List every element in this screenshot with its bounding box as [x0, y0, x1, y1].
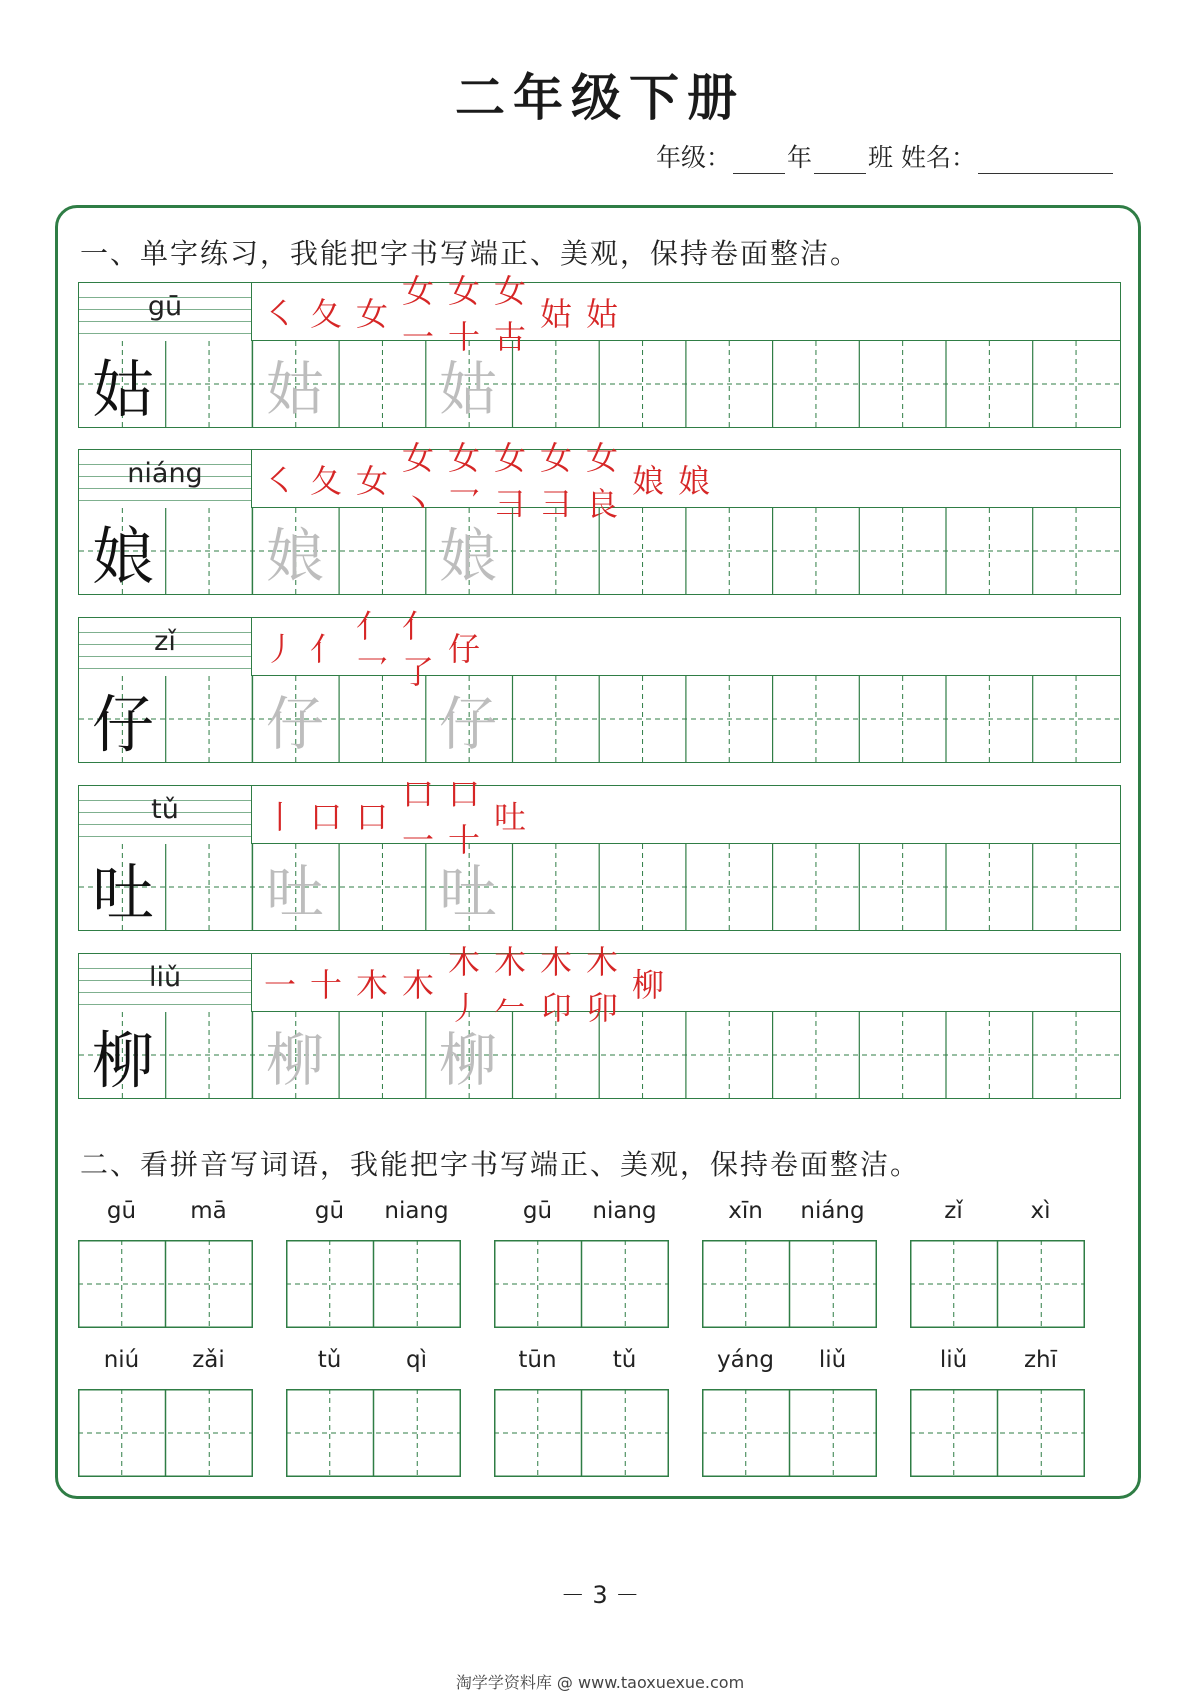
year-label: 年 — [786, 143, 812, 172]
stroke-step: 女十 — [448, 271, 481, 356]
stroke-step: 吐 — [494, 797, 527, 836]
stroke-step: 一 — [264, 965, 297, 1004]
word-pinyin: tǔ — [317, 1347, 342, 1373]
pinyin-label: zǐ — [154, 626, 176, 657]
writing-grid[interactable] — [79, 676, 1119, 762]
trace-character: 姑 — [438, 355, 497, 423]
stroke-step: 木𠂉 — [494, 942, 527, 1027]
practice-row — [78, 438, 1121, 595]
stroke-step: 姑 — [540, 294, 573, 333]
practice-row — [78, 606, 1121, 763]
word-pinyin: xì — [1030, 1198, 1051, 1224]
word-grid[interactable] — [494, 1389, 669, 1477]
stroke-step: 女一 — [402, 271, 435, 356]
word-pinyin: tǔ — [612, 1347, 637, 1373]
word-pinyin: niang — [592, 1198, 657, 1224]
word-box — [494, 1347, 669, 1477]
trace-character: 娘 — [438, 522, 497, 590]
word-box — [702, 1198, 877, 1328]
stroke-step: 丨 — [264, 797, 297, 836]
stroke-step: 姑 — [586, 294, 619, 333]
model-character: 姑 — [91, 352, 154, 426]
writing-grid[interactable] — [79, 1012, 1119, 1098]
trace-character: 吐 — [265, 858, 324, 926]
stroke-step: 木 — [402, 965, 435, 1004]
word-box — [78, 1198, 253, 1328]
word-grid[interactable] — [78, 1389, 253, 1477]
pinyin-label: liǔ — [148, 962, 182, 993]
page-number: － 3 － — [560, 1581, 640, 1609]
name-blank[interactable] — [978, 145, 1113, 174]
pinyin-label: gū — [147, 291, 183, 322]
word-box — [702, 1347, 877, 1477]
model-character: 仔 — [91, 687, 154, 761]
word-grid[interactable] — [702, 1389, 877, 1477]
class-label: 班 — [867, 143, 893, 172]
stroke-step: 木 — [356, 965, 389, 1004]
stroke-step: 亻了 — [402, 606, 435, 691]
word-box — [78, 1347, 253, 1477]
writing-grid[interactable] — [79, 844, 1119, 930]
stroke-step: 木卬 — [540, 942, 573, 1027]
word-pinyin: gū — [106, 1198, 137, 1224]
stroke-step: 夂 — [310, 294, 343, 333]
stroke-step: ㇛ — [264, 294, 297, 333]
stroke-order — [252, 606, 1120, 691]
stroke-step: 女古 — [494, 271, 527, 356]
stroke-step: 口 — [356, 797, 389, 836]
stroke-step: 娘 — [632, 461, 665, 500]
word-pinyin: liǔ — [939, 1347, 968, 1373]
word-grid[interactable] — [286, 1389, 461, 1477]
word-box — [910, 1198, 1085, 1328]
stroke-step: 女良 — [586, 438, 619, 523]
stroke-step: 亻 — [310, 629, 343, 668]
trace-character: 吐 — [438, 858, 497, 926]
word-pinyin: gū — [314, 1198, 345, 1224]
stroke-step: 口一 — [402, 774, 435, 859]
word-pinyin: zhī — [1023, 1347, 1058, 1373]
word-pinyin: mā — [190, 1198, 227, 1224]
section2-heading: 二、看拼音写词语，我能把字书写端正、美观，保持卷面整洁。 — [80, 1148, 921, 1181]
stroke-step: 女 — [356, 294, 389, 333]
word-pinyin: gū — [522, 1198, 553, 1224]
pinyin-cell — [79, 954, 252, 1012]
stroke-step: 口十 — [448, 774, 481, 859]
grade-blank[interactable] — [733, 145, 785, 174]
word-pinyin: qì — [406, 1347, 427, 1373]
pinyin-cell — [79, 283, 252, 341]
stroke-step: 亻乛 — [356, 606, 389, 691]
word-grid[interactable] — [286, 1240, 461, 1328]
word-grid[interactable] — [910, 1389, 1085, 1477]
stroke-step: 仔 — [448, 629, 481, 668]
trace-character: 仔 — [438, 690, 497, 758]
stroke-step: 十 — [310, 965, 343, 1004]
stroke-step: 女 — [356, 461, 389, 500]
stroke-step: 夂 — [310, 461, 343, 500]
word-pinyin: tūn — [518, 1347, 557, 1373]
pinyin-label: tǔ — [151, 794, 179, 825]
footer-watermark: 淘学学资料库 @ www.taoxuexue.com — [455, 1673, 745, 1692]
model-character: 娘 — [91, 519, 154, 593]
word-grid[interactable] — [702, 1240, 877, 1328]
word-pinyin: niang — [384, 1198, 449, 1224]
stroke-step: 女彐 — [540, 438, 573, 523]
trace-character: 仔 — [265, 690, 324, 758]
word-grid[interactable] — [910, 1240, 1085, 1328]
stroke-order — [252, 271, 1120, 356]
stroke-order — [252, 942, 1120, 1027]
student-info — [656, 138, 1115, 174]
practice-row — [78, 774, 1121, 931]
pinyin-cell — [79, 618, 252, 676]
stroke-order — [252, 438, 1120, 523]
class-blank[interactable] — [814, 145, 866, 174]
word-box — [286, 1198, 461, 1328]
word-grid[interactable] — [494, 1240, 669, 1328]
word-box — [494, 1198, 669, 1328]
stroke-step: ㇛ — [264, 461, 297, 500]
stroke-step: 木丿 — [448, 942, 481, 1027]
pinyin-cell — [79, 786, 252, 844]
pinyin-cell — [79, 450, 252, 508]
word-pinyin: zǎi — [192, 1347, 225, 1373]
writing-grid[interactable] — [79, 341, 1119, 427]
trace-character: 柳 — [265, 1026, 324, 1094]
word-pinyin: niáng — [800, 1198, 865, 1224]
name-label: 姓名： — [900, 143, 976, 172]
grade-label: 年级： — [655, 143, 731, 172]
stroke-step: 女乛 — [448, 438, 481, 523]
word-box — [910, 1347, 1085, 1477]
trace-character: 姑 — [265, 355, 324, 423]
word-pinyin: xīn — [728, 1198, 763, 1224]
stroke-step: 木卯 — [586, 942, 619, 1027]
practice-row — [78, 942, 1121, 1099]
word-pinyin: liǔ — [818, 1347, 847, 1373]
trace-character: 娘 — [265, 522, 324, 590]
word-pinyin: yáng — [717, 1347, 774, 1373]
stroke-step: 丿 — [264, 629, 297, 668]
word-pinyin: zǐ — [944, 1198, 963, 1224]
practice-row — [78, 271, 1121, 428]
model-character: 吐 — [91, 855, 154, 929]
page-title: 二年级下册 — [455, 69, 745, 127]
section1-heading: 一、单字练习，我能把字书写端正、美观，保持卷面整洁。 — [80, 237, 861, 270]
stroke-step: 娘 — [678, 461, 711, 500]
model-character: 柳 — [91, 1023, 154, 1097]
pinyin-label: niáng — [127, 458, 203, 489]
stroke-step: 女丶 — [402, 438, 435, 523]
word-pinyin: niú — [103, 1347, 140, 1373]
word-box — [286, 1347, 461, 1477]
word-grid[interactable] — [78, 1240, 253, 1328]
stroke-step: 女彐 — [494, 438, 527, 523]
stroke-order — [252, 774, 1120, 859]
stroke-step: 柳 — [632, 965, 665, 1004]
stroke-step: 口 — [310, 797, 343, 836]
trace-character: 柳 — [438, 1026, 497, 1094]
writing-grid[interactable] — [79, 508, 1119, 594]
